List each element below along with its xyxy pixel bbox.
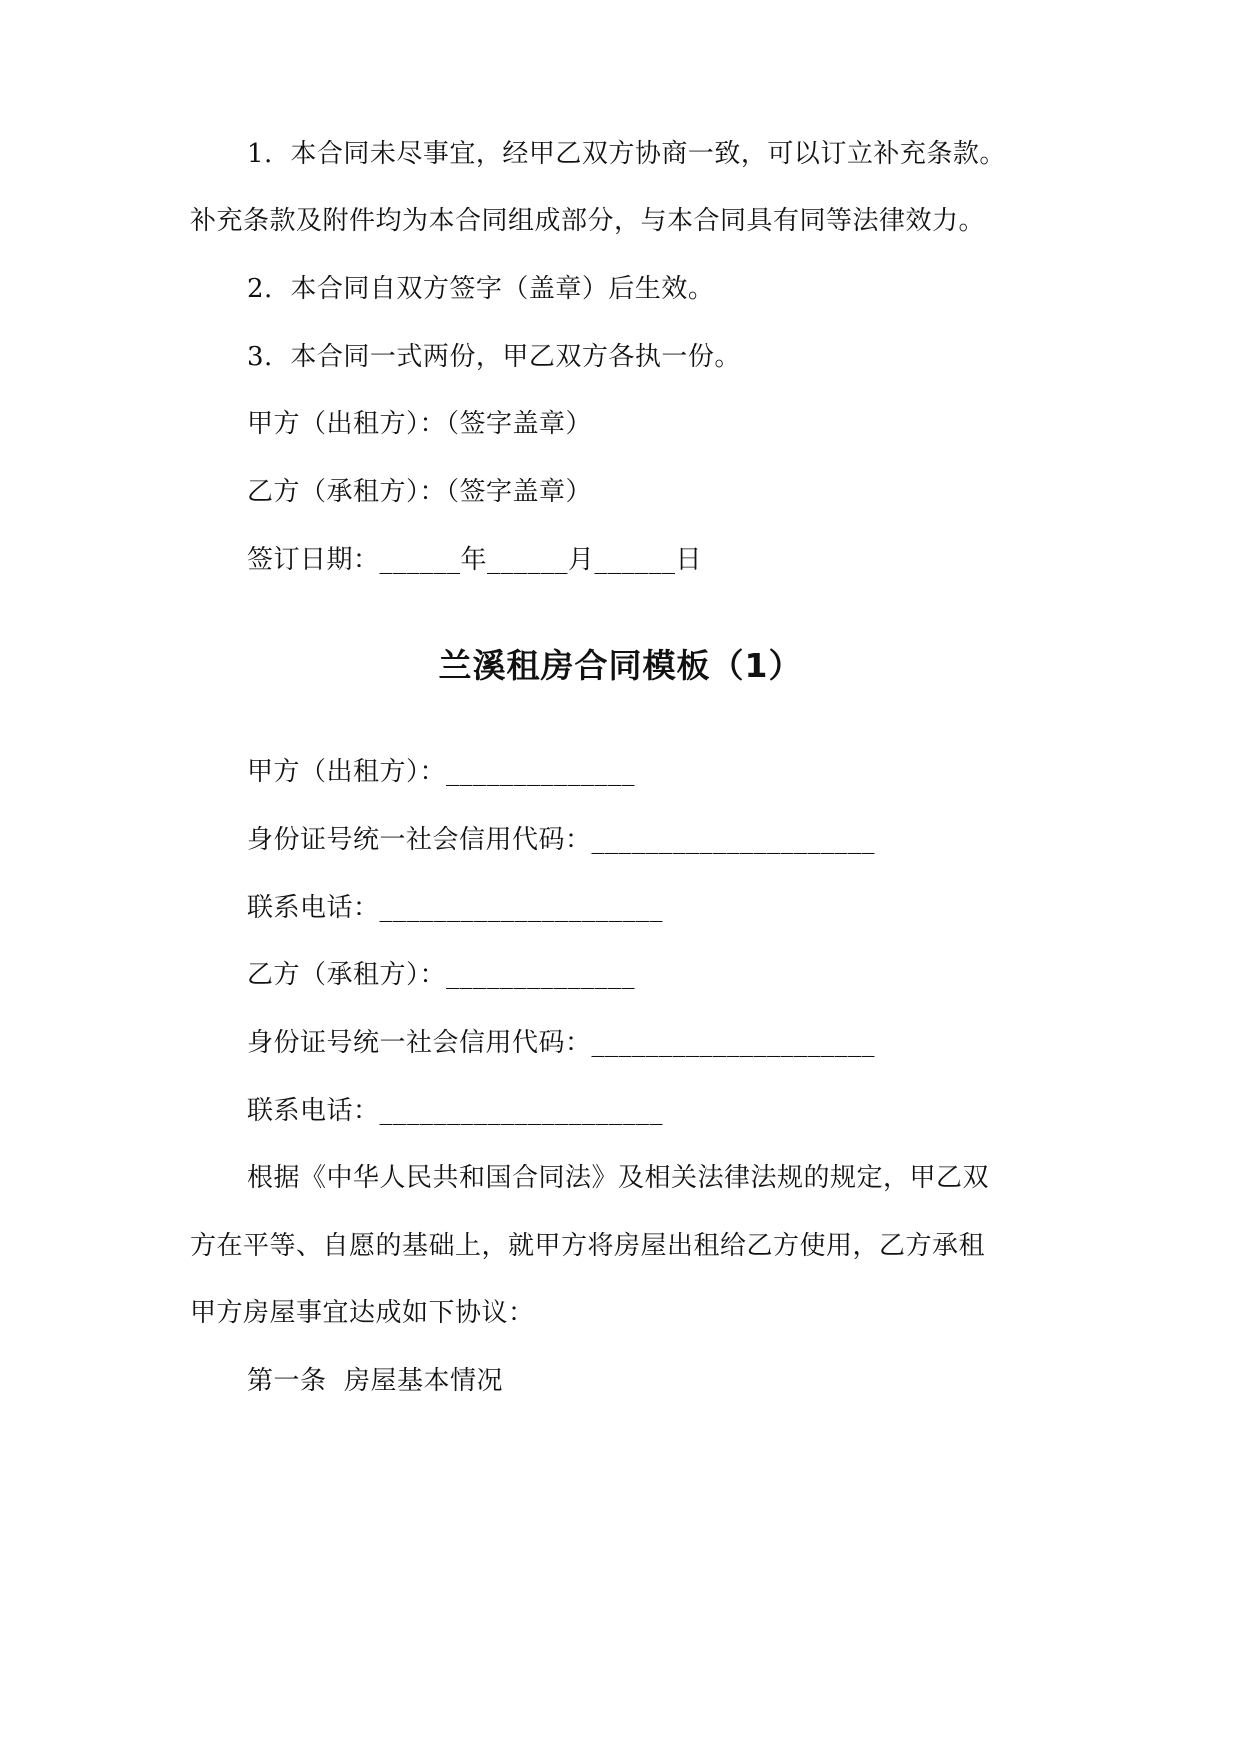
party-a-id-field: 身份证号统一社会信用代码：_____________________ — [247, 825, 876, 855]
clause-1-line-2: 补充条款及附件均为本合同组成部分，与本合同具有同等法律效力。 — [190, 206, 986, 236]
clause-3: 3. 本合同一式两份，甲乙双方各执一份。 — [247, 342, 741, 372]
party-b-phone-field: 联系电话：_____________________ — [247, 1096, 664, 1126]
preamble-line-2: 方在平等、自愿的基础上，就甲方将房屋出租给乙方使用，乙方承租 — [190, 1231, 986, 1261]
preamble-line-1: 根据《中华人民共和国合同法》及相关法律法规的规定，甲乙双 — [247, 1163, 990, 1193]
party-a-signature-line: 甲方（出租方）：（签字盖章） — [247, 409, 593, 439]
article-1-heading: 第一条 房屋基本情况 — [247, 1366, 504, 1396]
party-a-phone-field: 联系电话：_____________________ — [247, 893, 664, 923]
document-title: 兰溪租房合同模板（1） — [438, 646, 803, 685]
party-b-signature-line: 乙方（承租方）：（签字盖章） — [247, 477, 593, 507]
party-a-field: 甲方（出租方）：______________ — [247, 757, 636, 787]
clause-1-line-1: 1. 本合同未尽事宜，经甲乙双方协商一致，可以订立补充条款。 — [247, 139, 1006, 169]
preamble-line-3: 甲方房屋事宜达成如下协议： — [190, 1298, 535, 1328]
party-b-id-field: 身份证号统一社会信用代码：_____________________ — [247, 1028, 876, 1058]
signing-date-line: 签订日期：______年______月______日 — [247, 545, 703, 575]
clause-2: 2. 本合同自双方签字（盖章）后生效。 — [247, 274, 715, 304]
party-b-field: 乙方（承租方）：______________ — [247, 960, 636, 990]
